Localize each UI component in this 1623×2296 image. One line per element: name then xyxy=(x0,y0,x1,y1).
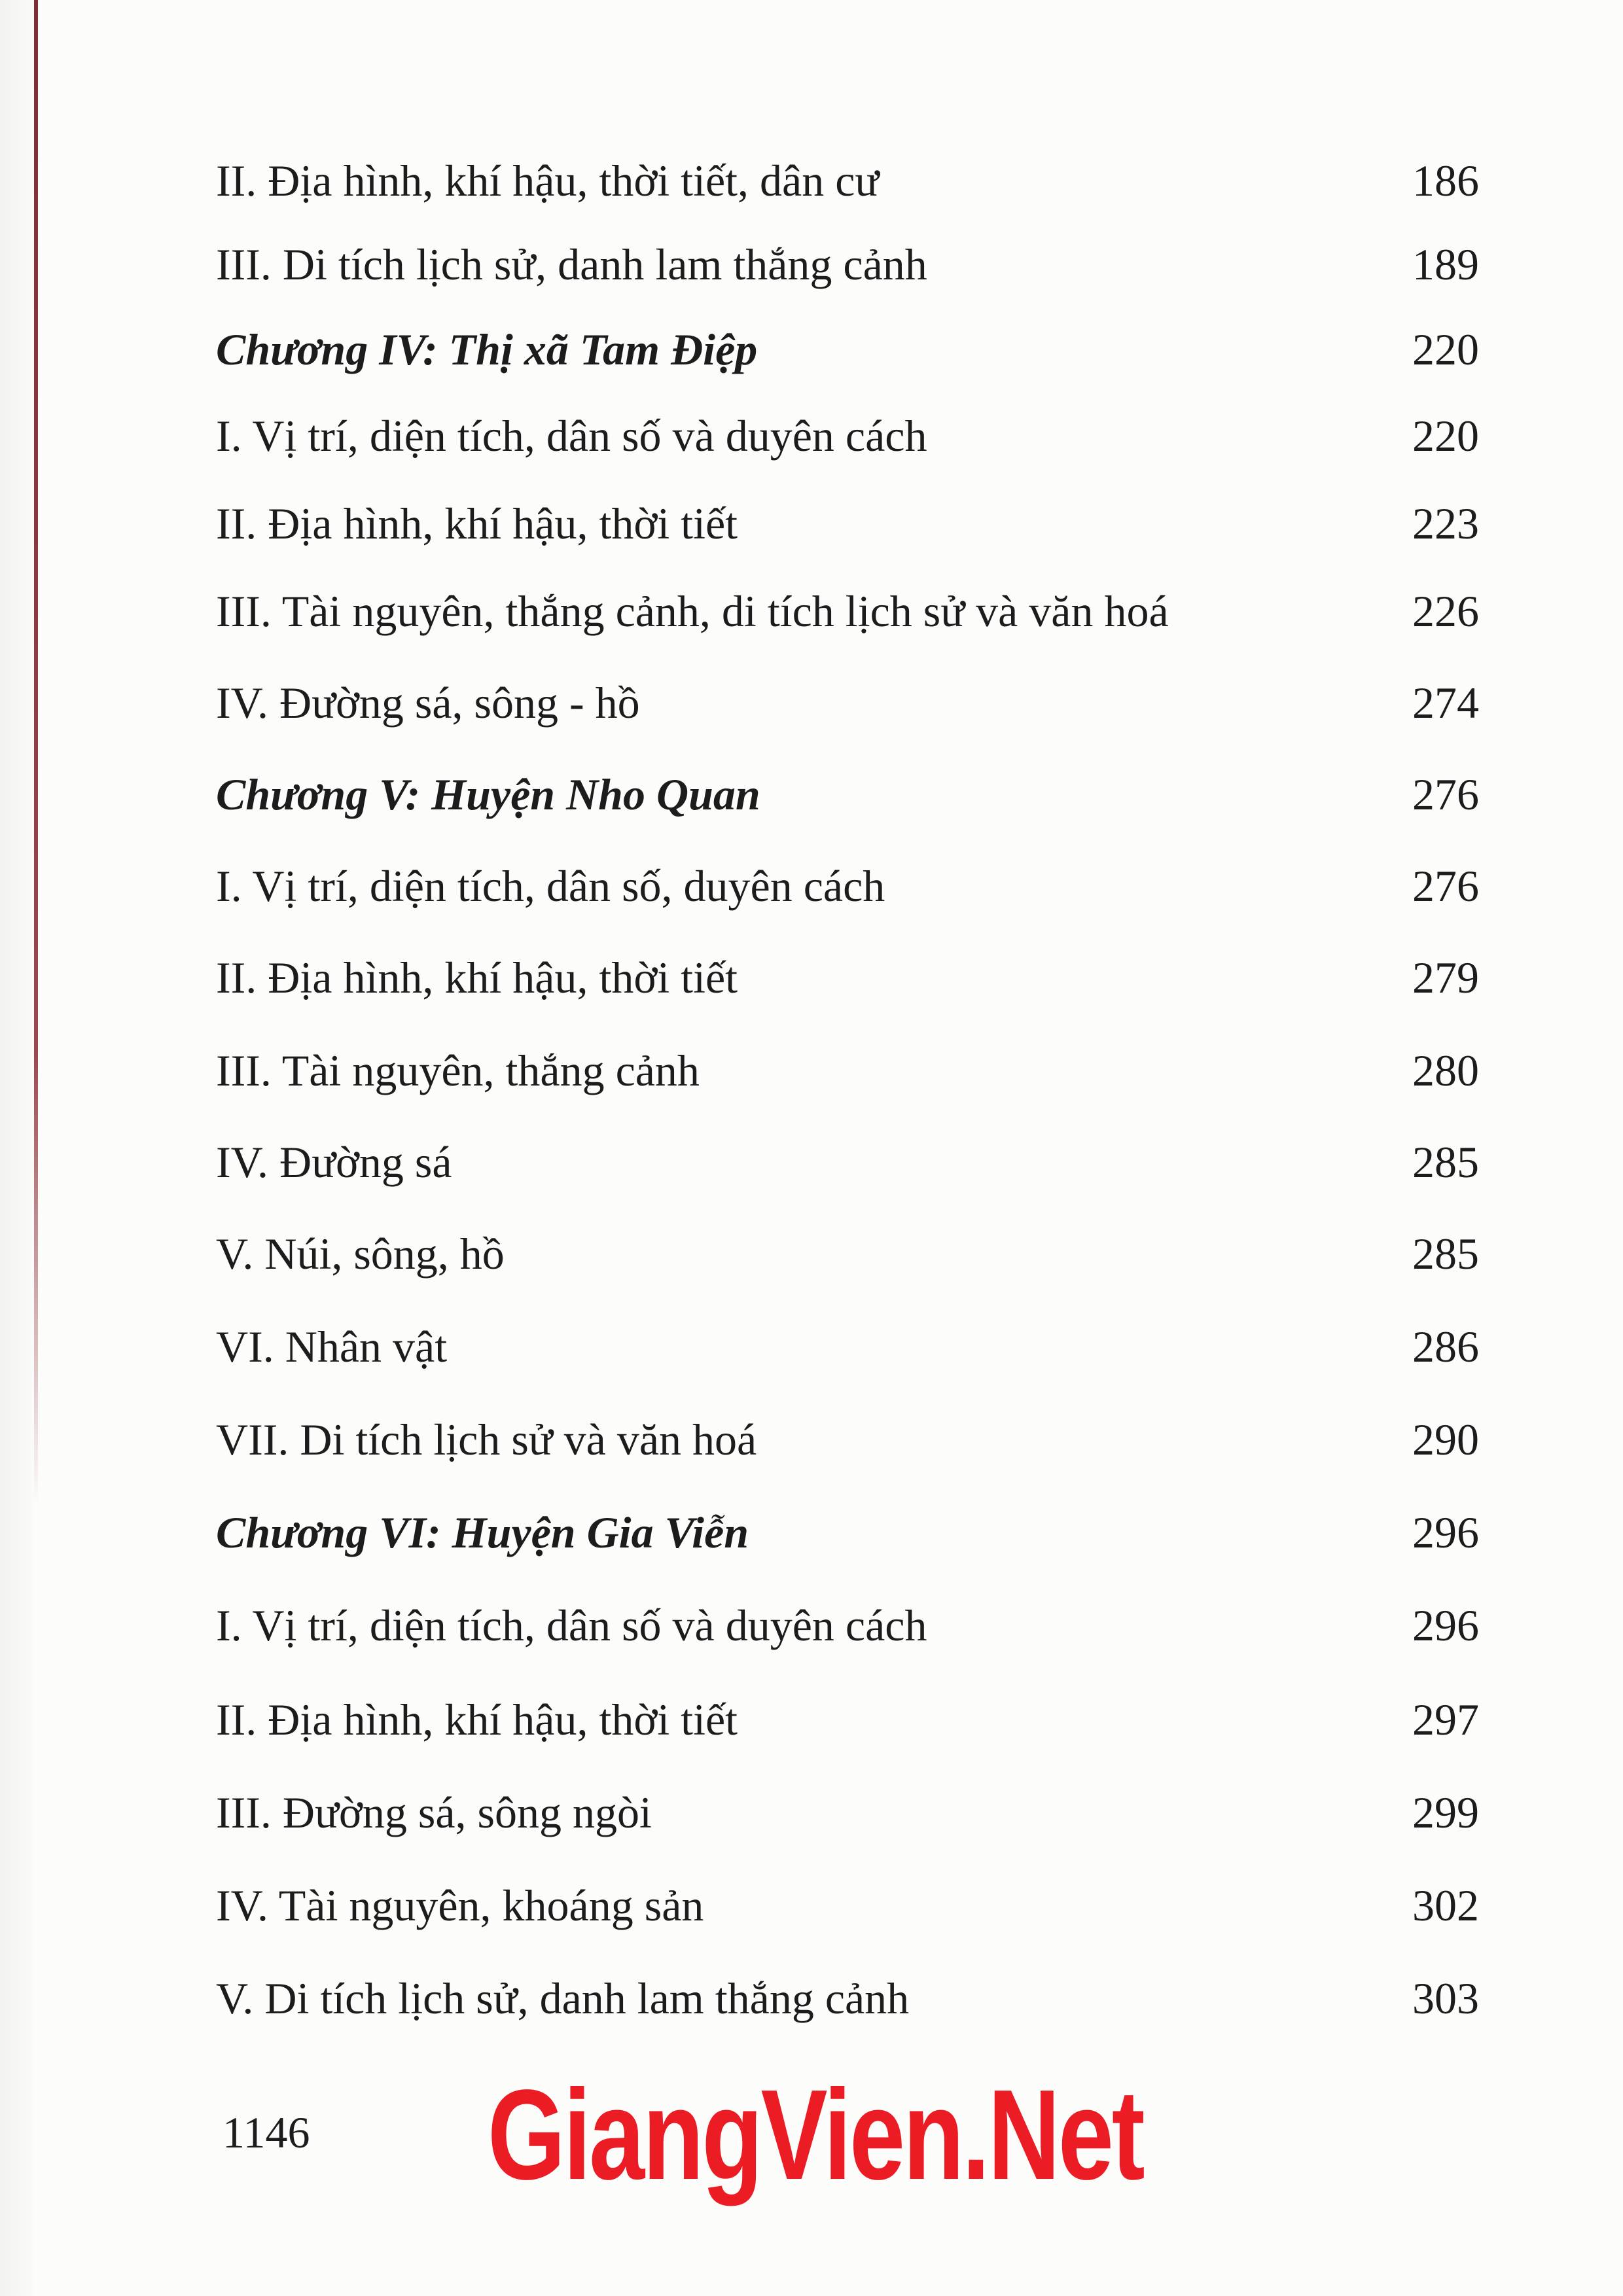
toc-entry xyxy=(216,1862,1479,1928)
toc-entry-title: V. Núi, sông, hồ xyxy=(216,1229,505,1279)
toc-entry-page: 220 xyxy=(1412,325,1479,374)
toc-entry-page: 290 xyxy=(1412,1415,1479,1464)
toc-entry xyxy=(216,137,1479,203)
toc-entry-page: 186 xyxy=(1412,156,1479,205)
toc-entry xyxy=(216,568,1479,636)
toc-entry-title: III. Đường sá, sông ngòi xyxy=(216,1788,652,1837)
toc-entry-page: 220 xyxy=(1412,411,1479,461)
toc-chapter-title: Chương V: Huyện Nho Quan xyxy=(216,769,760,819)
toc-entry xyxy=(216,1119,1479,1187)
toc-entry xyxy=(216,480,1479,546)
toc-entry xyxy=(216,221,1479,287)
toc-entry-page: 274 xyxy=(1412,678,1479,728)
toc-entry-title: V. Di tích lịch sử, danh lam thắng cảnh xyxy=(216,1973,910,2023)
toc-chapter-heading xyxy=(216,306,1479,372)
toc-entry xyxy=(216,660,1479,728)
toc-entry-page: 286 xyxy=(1412,1322,1479,1371)
toc-entry-title: II. Địa hình, khí hậu, thời tiết xyxy=(216,953,738,1002)
toc-chapter-title: Chương VI: Huyện Gia Viễn xyxy=(216,1508,749,1557)
toc-entry-title: IV. Đường sá xyxy=(216,1137,452,1187)
book-cover-edge xyxy=(34,0,38,1505)
toc-entry-title: VI. Nhân vật xyxy=(216,1322,448,1371)
toc-entry-title: I. Vị trí, diện tích, dân số và duyên cách xyxy=(216,1600,927,1650)
toc-entry-page: 276 xyxy=(1412,861,1479,911)
toc-entry-page: 296 xyxy=(1412,1508,1479,1557)
toc-entry-title: III. Tài nguyên, thắng cảnh, di tích lịch sử và văn hoá xyxy=(216,586,1169,636)
toc-entry xyxy=(216,1582,1479,1648)
toc-entry xyxy=(216,934,1479,1000)
toc-entry-page: 303 xyxy=(1412,1973,1479,2023)
toc-entry xyxy=(216,1676,1479,1742)
toc-entry-title: III. Tài nguyên, thắng cảnh xyxy=(216,1046,700,1095)
toc-entry-page: 285 xyxy=(1412,1229,1479,1279)
toc-entry-page: 276 xyxy=(1412,769,1479,819)
toc-entry-page: 302 xyxy=(1412,1881,1479,1930)
toc-entry-page: 297 xyxy=(1412,1695,1479,1744)
toc-entry-title: III. Di tích lịch sử, danh lam thắng cảnh xyxy=(216,239,927,289)
toc-entry-page: 189 xyxy=(1412,239,1479,289)
toc-entry xyxy=(216,1027,1479,1093)
toc-entry xyxy=(216,1396,1479,1462)
toc-entry xyxy=(216,393,1479,461)
toc-entry-page: 299 xyxy=(1412,1788,1479,1837)
toc-entry-title: VII. Di tích lịch sử và văn hoá xyxy=(216,1415,757,1464)
toc-entry-title: IV. Tài nguyên, khoáng sản xyxy=(216,1881,704,1930)
toc-entry xyxy=(216,843,1479,911)
toc-entry-page: 223 xyxy=(1412,499,1479,548)
toc-chapter-heading xyxy=(216,751,1479,817)
toc-entry-page: 226 xyxy=(1412,586,1479,636)
toc-entry-page: 280 xyxy=(1412,1046,1479,1095)
toc-entry-title: II. Địa hình, khí hậu, thời tiết, dân cư xyxy=(216,156,880,205)
toc-entry xyxy=(216,1210,1479,1279)
toc-entry-title: I. Vị trí, diện tích, dân số, duyên cách xyxy=(216,861,885,911)
toc-entry xyxy=(216,1955,1479,2021)
toc-entry-title: IV. Đường sá, sông - hồ xyxy=(216,678,640,728)
watermark-logo: GiangVien.Net xyxy=(488,2063,1143,2206)
page-number: 1146 xyxy=(223,2108,310,2157)
toc-entry xyxy=(216,1303,1479,1369)
toc-entry xyxy=(216,1769,1479,1835)
toc-chapter-title: Chương IV: Thị xã Tam Điệp xyxy=(216,325,758,374)
toc-entry-title: I. Vị trí, diện tích, dân số và duyên cách xyxy=(216,411,927,461)
toc-entry-title: II. Địa hình, khí hậu, thời tiết xyxy=(216,1695,738,1744)
toc-entry-page: 279 xyxy=(1412,953,1479,1002)
toc-entry-title: II. Địa hình, khí hậu, thời tiết xyxy=(216,499,738,548)
toc-entry-page: 285 xyxy=(1412,1137,1479,1187)
toc-entry-page: 296 xyxy=(1412,1600,1479,1650)
toc-chapter-heading xyxy=(216,1489,1479,1555)
spine-shadow xyxy=(0,0,34,2296)
